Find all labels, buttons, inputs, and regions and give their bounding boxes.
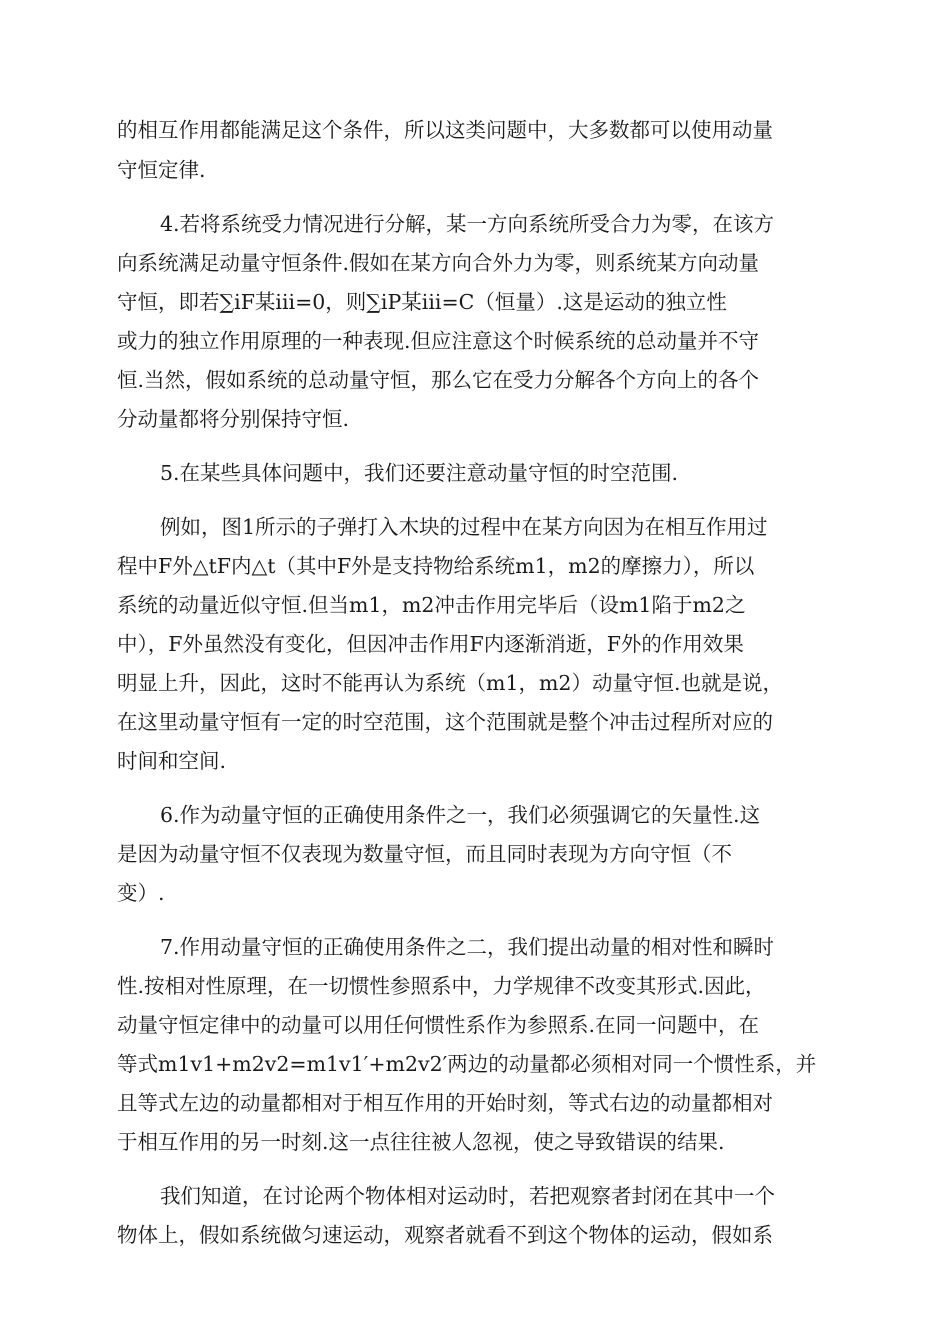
text-line: 明显上升，因此，这时不能再认为系统（m1，m2）动量守恒.也就是说， [117, 671, 783, 695]
text-line: 于相互作用的另一时刻.这一点往往被人忽视，使之导致错误的结果. [117, 1130, 725, 1154]
text-line: 动量守恒定律中的动量可以用任何惯性系作为参照系.在同一问题中，在 [117, 1013, 760, 1037]
text-line: 程中F外△tF内△t（其中F外是支持物给系统m1，m2的摩擦力），所以 [117, 554, 755, 578]
text-line: 时间和空间. [117, 749, 227, 773]
text-line: 守恒定律. [117, 158, 206, 182]
text-line: 性.按相对性原理，在一切惯性参照系中，力学规律不改变其形式.因此， [117, 974, 766, 998]
text-line: 物体上，假如系统做匀速运动，观察者就看不到这个物体的运动，假如系 [117, 1223, 773, 1247]
text-line: 我们知道，在讨论两个物体相对运动时，若把观察者封闭在其中一个 [160, 1184, 775, 1208]
text-line: 系统的动量近似守恒.但当m1，m2冲击作用完毕后（设m1陷于m2之 [117, 593, 746, 617]
text-line: 向系统满足动量守恒条件.假如在某方向合外力为零，则系统某方向动量 [117, 251, 760, 275]
text-line: 中），F外虽然没有变化，但因冲击作用F内逐渐消逝，F外的作用效果 [117, 632, 744, 656]
text-line: 7.作用动量守恒的正确使用条件之二，我们提出动量的相对性和瞬时 [160, 935, 775, 959]
text-line: 变）. [117, 881, 165, 905]
text-line: 守恒，即若∑iF某iii=0，则∑iP某iii=C（恒量）.这是运动的独立性 [117, 290, 727, 314]
text-line: 例如，图1所示的子弹打入木块的过程中在某方向因为在相互作用过 [160, 515, 768, 539]
text-line: 5.在某些具体问题中，我们还要注意动量守恒的时空范围. [160, 461, 679, 485]
text-line: 的相互作用都能满足这个条件，所以这类问题中，大多数都可以使用动量 [117, 118, 773, 142]
text-line: 在这里动量守恒有一定的时空范围，这个范围就是整个冲击过程所对应的 [117, 710, 773, 734]
text-line: 分动量都将分别保持守恒. [117, 407, 350, 431]
text-line: 6.作为动量守恒的正确使用条件之一，我们必须强调它的矢量性.这 [160, 803, 761, 827]
text-line: 或力的独立作用原理的一种表现.但应注意这个时候系统的总动量并不守 [117, 329, 760, 353]
text-line: 等式m1v1+m2v2=m1v1′+m2v2′两边的动量都必须相对同一个惯性系，并 [117, 1052, 817, 1076]
text-line: 恒.当然，假如系统的总动量守恒，那么它在受力分解各个方向上的各个 [117, 368, 760, 392]
text-line: 是因为动量守恒不仅表现为数量守恒，而且同时表现为方向守恒（不 [117, 842, 732, 866]
text-line: 4.若将系统受力情况进行分解，某一方向系统所受合力为零，在该方 [160, 212, 775, 236]
text-line: 且等式左边的动量都相对于相互作用的开始时刻，等式右边的动量都相对 [117, 1091, 773, 1115]
